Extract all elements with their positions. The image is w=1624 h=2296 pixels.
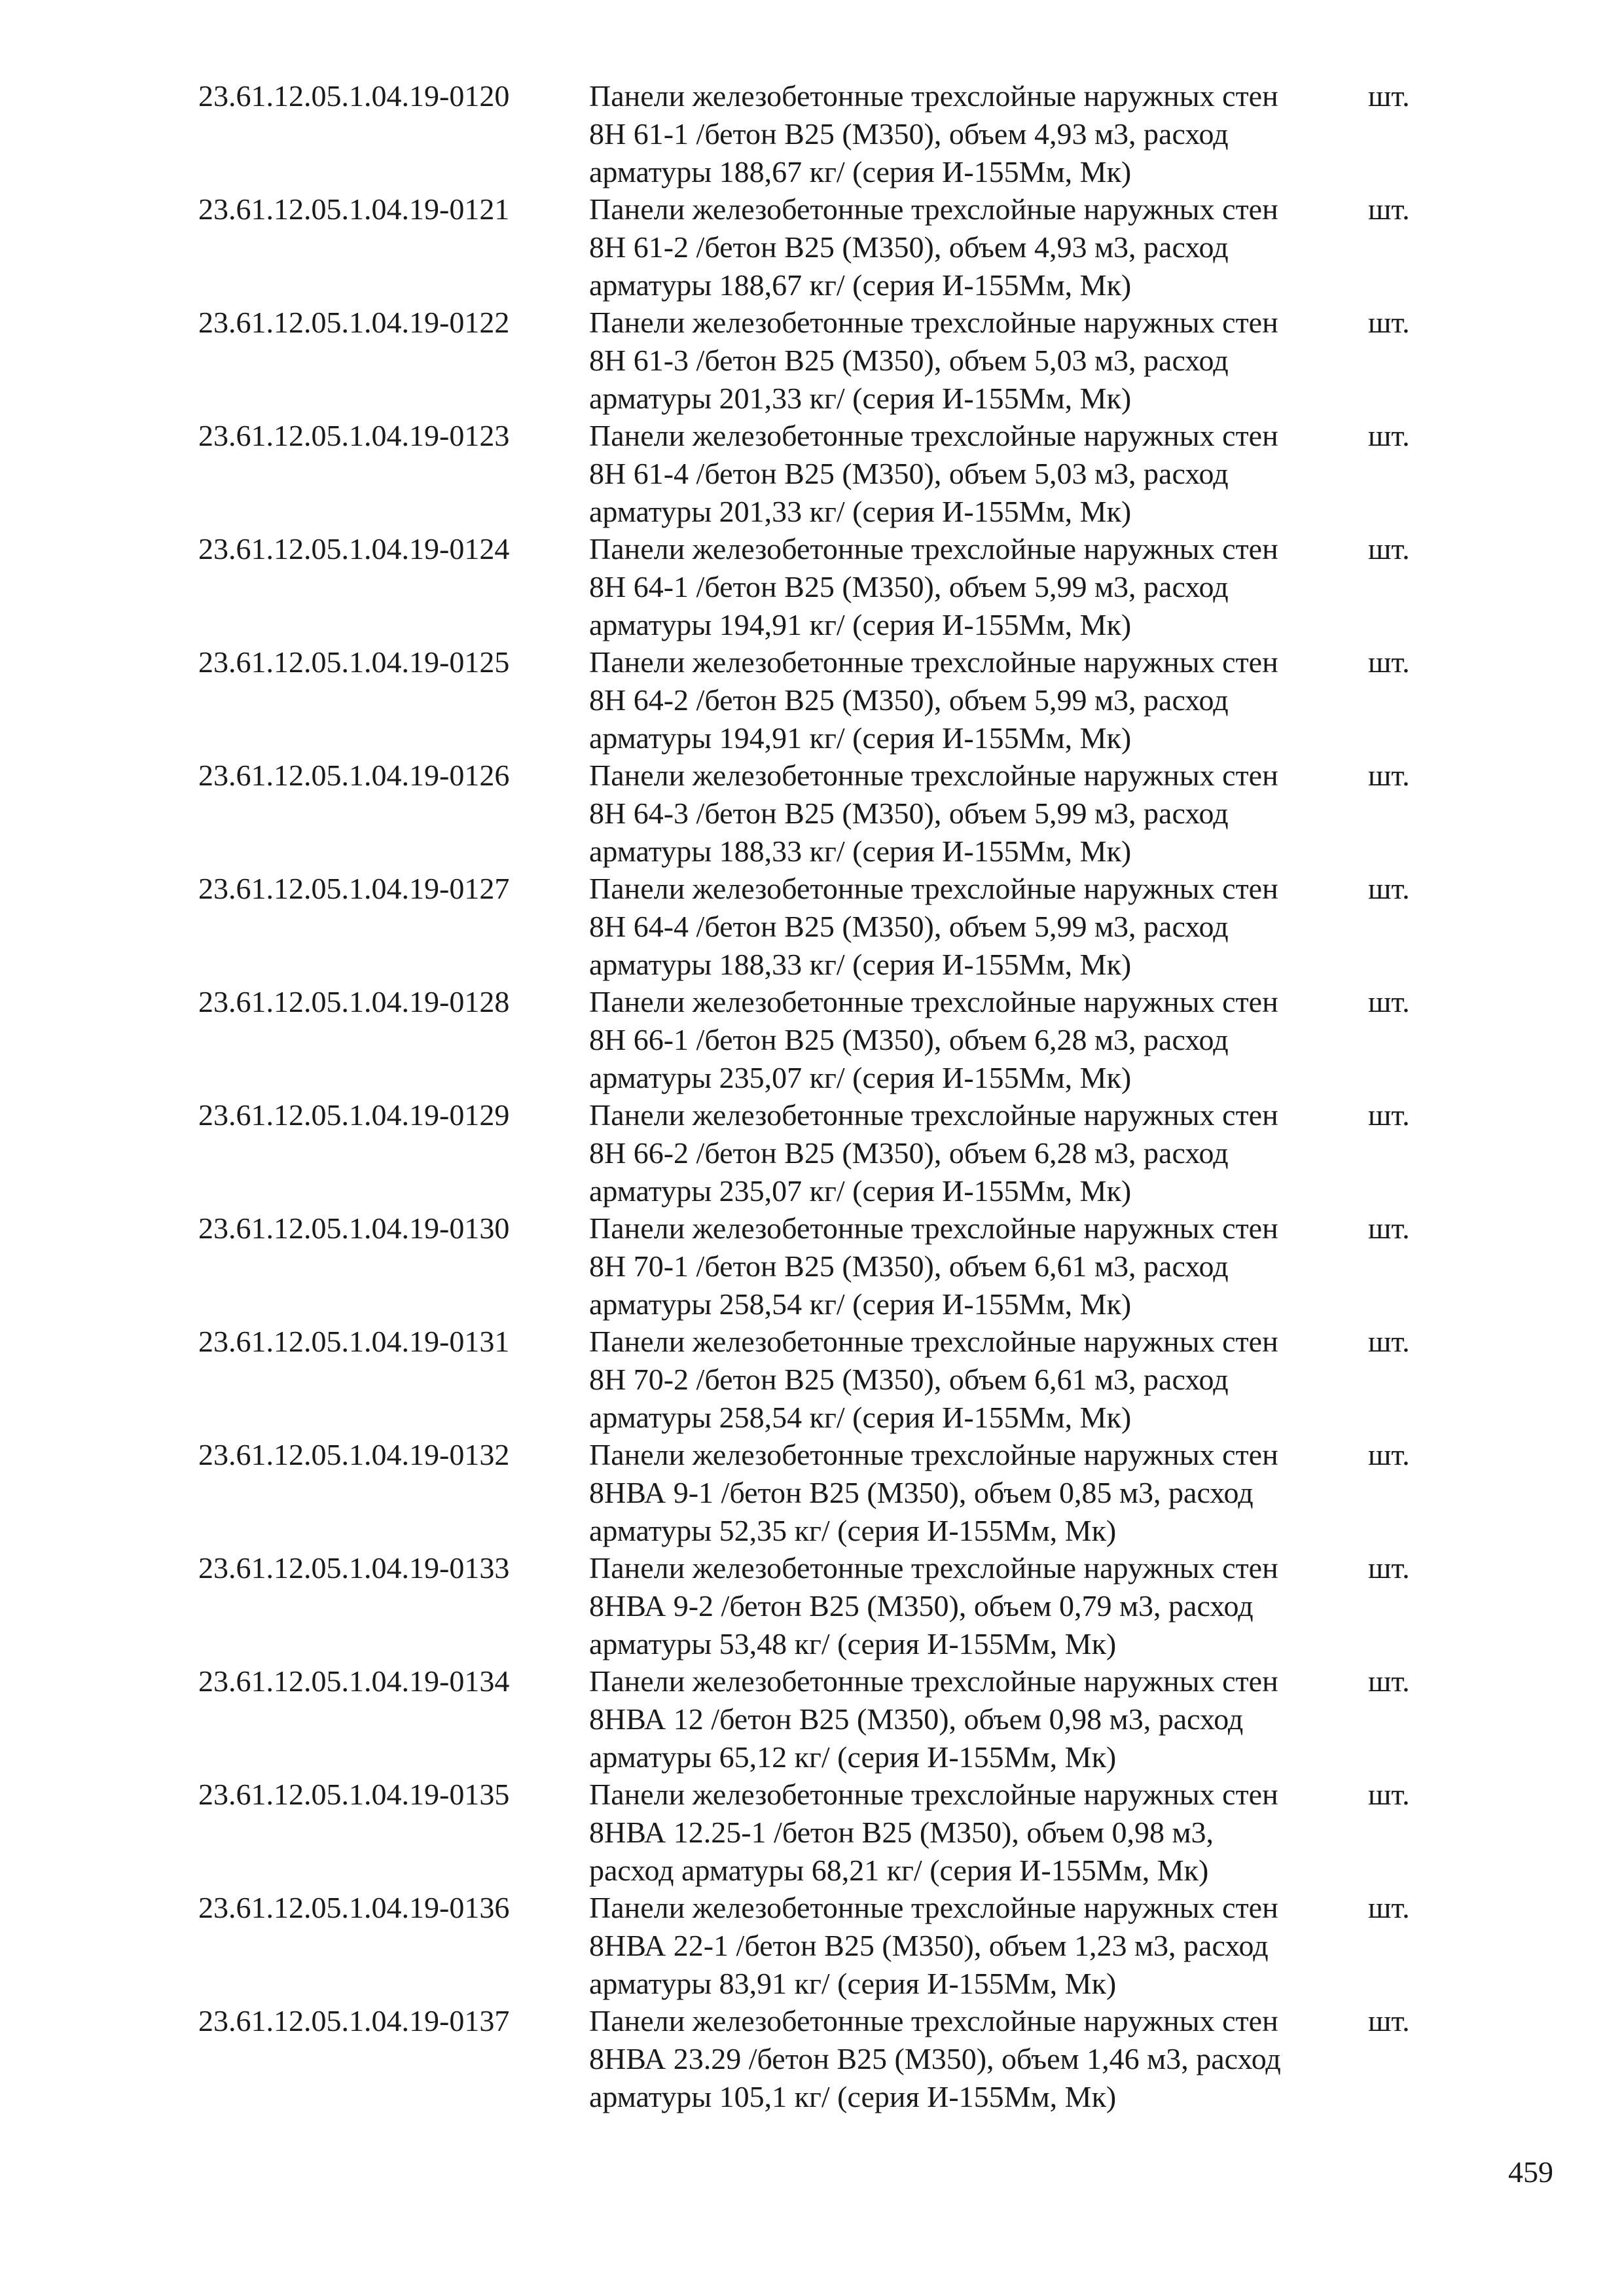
entry-description	[589, 983, 1368, 1097]
catalog-entry	[0, 530, 1624, 643]
description-line: арматуры 188,33 кг/ (серия И-155Мм, Мк)	[589, 948, 1132, 981]
description-line: арматуры 258,54 кг/ (серия И-155Мм, Мк)	[589, 1287, 1132, 1321]
entry-code: 23.61.12.05.1.04.19-0126	[198, 759, 510, 792]
entry-unit: шт.	[1368, 1438, 1410, 1471]
description-line: Панели железобетонные трехслойные наружных стен	[589, 1664, 1278, 1698]
entry-unit: шт.	[1368, 1891, 1410, 1924]
description-line: 8Н 70-2 /бетон В25 (М350), объем 6,61 м3, расход	[589, 1363, 1229, 1396]
description-line: Панели железобетонные трехслойные наружных стен	[589, 1551, 1278, 1585]
description-line: арматуры 201,33 кг/ (серия И-155Мм, Мк)	[589, 495, 1132, 528]
description-line: Панели железобетонные трехслойные наружных стен	[589, 532, 1278, 565]
entry-code: 23.61.12.05.1.04.19-0123	[198, 419, 510, 452]
description-line: арматуры 235,07 кг/ (серия И-155Мм, Мк)	[589, 1061, 1132, 1094]
description-line: арматуры 201,33 кг/ (серия И-155Мм, Мк)	[589, 382, 1132, 415]
entry-unit: шт.	[1368, 1098, 1410, 1132]
entry-code: 23.61.12.05.1.04.19-0120	[198, 79, 510, 113]
description-line: арматуры 188,33 кг/ (серия И-155Мм, Мк)	[589, 834, 1132, 868]
entry-description	[589, 2002, 1368, 2116]
catalog-entry	[0, 1776, 1624, 1889]
entry-code: 23.61.12.05.1.04.19-0125	[198, 645, 510, 679]
entry-unit: шт.	[1368, 192, 1410, 226]
entry-unit: шт.	[1368, 759, 1410, 792]
description-line: арматуры 105,1 кг/ (серия И-155Мм, Мк)	[589, 2080, 1117, 2113]
entry-unit: шт.	[1368, 1551, 1410, 1585]
entry-description	[589, 1776, 1368, 1890]
entry-code: 23.61.12.05.1.04.19-0122	[198, 306, 510, 339]
catalog-entry	[0, 1323, 1624, 1436]
description-line: 8НВА 12.25-1 /бетон В25 (М350), объем 0,98 м3,	[589, 1816, 1214, 1849]
catalog-entry	[0, 1549, 1624, 1662]
entry-description	[589, 1096, 1368, 1210]
entry-code: 23.61.12.05.1.04.19-0134	[198, 1664, 510, 1698]
entry-unit: шт.	[1368, 532, 1410, 565]
entry-code: 23.61.12.05.1.04.19-0127	[198, 872, 510, 905]
description-line: Панели железобетонные трехслойные наружных стен	[589, 419, 1278, 452]
description-line: 8Н 66-1 /бетон В25 (М350), объем 6,28 м3, расход	[589, 1023, 1229, 1056]
entry-description	[589, 190, 1368, 304]
description-line: Панели железобетонные трехслойные наружных стен	[589, 1211, 1278, 1245]
description-line: Панели железобетонные трехслойные наружных стен	[589, 1778, 1278, 1811]
description-line: 8НВА 9-2 /бетон В25 (М350), объем 0,79 м3, расход	[589, 1589, 1254, 1623]
entry-unit: шт.	[1368, 2004, 1410, 2037]
entry-description	[589, 77, 1368, 191]
description-line: 8НВА 12 /бетон В25 (М350), объем 0,98 м3, расход	[589, 1702, 1244, 1736]
catalog-entry	[0, 1096, 1624, 1210]
description-line: арматуры 53,48 кг/ (серия И-155Мм, Мк)	[589, 1627, 1117, 1660]
price-catalog-list	[0, 77, 1624, 2115]
catalog-entry	[0, 77, 1624, 190]
catalog-entry	[0, 417, 1624, 530]
catalog-entry	[0, 190, 1624, 304]
description-line: 8Н 66-2 /бетон В25 (М350), объем 6,28 м3, расход	[589, 1136, 1229, 1170]
entry-code: 23.61.12.05.1.04.19-0131	[198, 1325, 510, 1358]
description-line: арматуры 194,91 кг/ (серия И-155Мм, Мк)	[589, 608, 1132, 641]
catalog-entry	[0, 1889, 1624, 2002]
description-line: Панели железобетонные трехслойные наружных стен	[589, 759, 1278, 792]
catalog-entry	[0, 757, 1624, 870]
entry-unit: шт.	[1368, 985, 1410, 1018]
entry-description	[589, 1662, 1368, 1776]
description-line: Панели железобетонные трехслойные наружных стен	[589, 2004, 1278, 2037]
description-line: арматуры 258,54 кг/ (серия И-155Мм, Мк)	[589, 1401, 1132, 1434]
entry-code: 23.61.12.05.1.04.19-0124	[198, 532, 510, 565]
catalog-entry	[0, 304, 1624, 417]
entry-code: 23.61.12.05.1.04.19-0130	[198, 1211, 510, 1245]
catalog-entry	[0, 1662, 1624, 1776]
entry-unit: шт.	[1368, 1664, 1410, 1698]
description-line: 8Н 61-1 /бетон В25 (М350), объем 4,93 м3, расход	[589, 117, 1229, 151]
description-line: 8Н 64-2 /бетон В25 (М350), объем 5,99 м3, расход	[589, 683, 1229, 717]
catalog-entry	[0, 1436, 1624, 1549]
description-line: арматуры 83,91 кг/ (серия И-155Мм, Мк)	[589, 1967, 1117, 2000]
description-line: 8Н 61-2 /бетон В25 (М350), объем 4,93 м3, расход	[589, 230, 1229, 264]
description-line: Панели железобетонные трехслойные наружных стен	[589, 645, 1278, 679]
description-line: 8НВА 23.29 /бетон В25 (М350), объем 1,46 м3, расход	[589, 2042, 1281, 2075]
description-line: арматуры 52,35 кг/ (серия И-155Мм, Мк)	[589, 1514, 1117, 1547]
description-line: арматуры 194,91 кг/ (серия И-155Мм, Мк)	[589, 721, 1132, 755]
description-line: Панели железобетонные трехслойные наружных стен	[589, 306, 1278, 339]
entry-description	[589, 1889, 1368, 2003]
description-line: 8Н 64-1 /бетон В25 (М350), объем 5,99 м3, расход	[589, 570, 1229, 603]
description-line: 8НВА 22-1 /бетон В25 (М350), объем 1,23 м3, расход	[589, 1929, 1269, 1962]
description-line: арматуры 188,67 кг/ (серия И-155Мм, Мк)	[589, 155, 1132, 188]
entry-description	[589, 757, 1368, 870]
entry-description	[589, 1210, 1368, 1323]
entry-code: 23.61.12.05.1.04.19-0133	[198, 1551, 510, 1585]
description-line: 8Н 64-3 /бетон В25 (М350), объем 5,99 м3, расход	[589, 797, 1229, 830]
entry-description	[589, 1436, 1368, 1550]
catalog-entry	[0, 2002, 1624, 2115]
description-line: 8Н 61-4 /бетон В25 (М350), объем 5,03 м3, расход	[589, 457, 1229, 490]
page-number: 459	[1508, 2155, 1553, 2189]
description-line: Панели железобетонные трехслойные наружных стен	[589, 1325, 1278, 1358]
entry-unit: шт.	[1368, 79, 1410, 113]
description-line: 8Н 61-3 /бетон В25 (М350), объем 5,03 м3, расход	[589, 344, 1229, 377]
entry-description	[589, 530, 1368, 644]
entry-code: 23.61.12.05.1.04.19-0121	[198, 192, 510, 226]
description-line: арматуры 65,12 кг/ (серия И-155Мм, Мк)	[589, 1740, 1117, 1774]
description-line: арматуры 188,67 кг/ (серия И-155Мм, Мк)	[589, 268, 1132, 302]
entry-code: 23.61.12.05.1.04.19-0129	[198, 1098, 510, 1132]
entry-description	[589, 417, 1368, 531]
entry-unit: шт.	[1368, 306, 1410, 339]
description-line: Панели железобетонные трехслойные наружных стен	[589, 985, 1278, 1018]
description-line: Панели железобетонные трехслойные наружных стен	[589, 1098, 1278, 1132]
description-line: Панели железобетонные трехслойные наружных стен	[589, 192, 1278, 226]
description-line: Панели железобетонные трехслойные наружных стен	[589, 872, 1278, 905]
entry-unit: шт.	[1368, 1211, 1410, 1245]
entry-unit: шт.	[1368, 419, 1410, 452]
description-line: Панели железобетонные трехслойные наружных стен	[589, 79, 1278, 113]
entry-code: 23.61.12.05.1.04.19-0137	[198, 2004, 510, 2037]
entry-unit: шт.	[1368, 872, 1410, 905]
entry-unit: шт.	[1368, 1325, 1410, 1358]
description-line: Панели железобетонные трехслойные наружных стен	[589, 1438, 1278, 1471]
description-line: 8Н 64-4 /бетон В25 (М350), объем 5,99 м3, расход	[589, 910, 1229, 943]
entry-code: 23.61.12.05.1.04.19-0128	[198, 985, 510, 1018]
catalog-entry	[0, 870, 1624, 983]
entry-code: 23.61.12.05.1.04.19-0135	[198, 1778, 510, 1811]
entry-description	[589, 643, 1368, 757]
description-line: 8Н 70-1 /бетон В25 (М350), объем 6,61 м3, расход	[589, 1249, 1229, 1283]
entry-unit: шт.	[1368, 1778, 1410, 1811]
entry-description	[589, 1323, 1368, 1437]
entry-description	[589, 870, 1368, 984]
entry-unit: шт.	[1368, 645, 1410, 679]
description-line: Панели железобетонные трехслойные наружных стен	[589, 1891, 1278, 1924]
description-line: арматуры 235,07 кг/ (серия И-155Мм, Мк)	[589, 1174, 1132, 1208]
entry-description	[589, 304, 1368, 418]
entry-description	[589, 1549, 1368, 1663]
description-line: расход арматуры 68,21 кг/ (серия И-155Мм, Мк)	[589, 1854, 1209, 1887]
entry-code: 23.61.12.05.1.04.19-0136	[198, 1891, 510, 1924]
entry-code: 23.61.12.05.1.04.19-0132	[198, 1438, 510, 1471]
catalog-entry	[0, 983, 1624, 1096]
catalog-entry	[0, 1210, 1624, 1323]
catalog-entry	[0, 643, 1624, 757]
description-line: 8НВА 9-1 /бетон В25 (М350), объем 0,85 м3, расход	[589, 1476, 1254, 1509]
